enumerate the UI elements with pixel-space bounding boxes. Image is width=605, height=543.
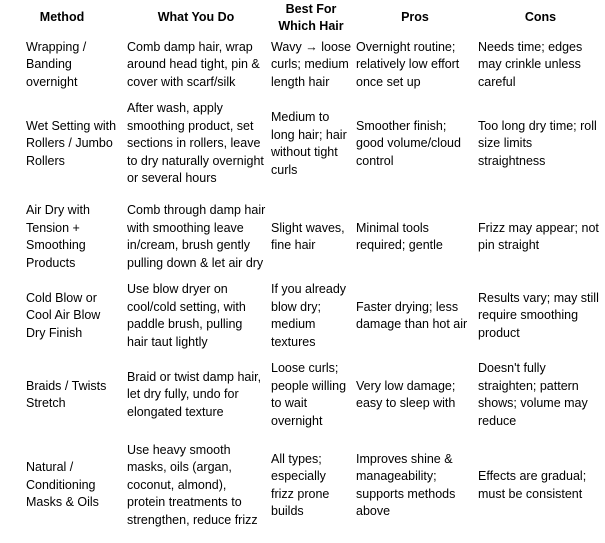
cell-cons: Too long dry time; roll size limits straightness — [478, 118, 597, 168]
table-row — [0, 194, 605, 280]
cell-what: Use heavy smooth masks, oils (argan, coconut, almond), protein treatments to strengthen, reduce frizz — [127, 442, 258, 527]
cell-pros: Smoother finish; good volume/cloud control — [356, 118, 461, 168]
header-pros: Pros — [401, 10, 429, 25]
cell-method: Wrapping / Banding overnight — [26, 39, 87, 89]
header-cons: Cons — [524, 10, 557, 25]
cell-what: Comb damp hair, wrap around head tight, pin & cover with scarf/silk — [127, 39, 260, 89]
cell-method: Wet Setting with Rollers / Jumbo Rollers — [26, 118, 117, 168]
cell-cons: Results vary; may still require smoothing product — [478, 290, 599, 340]
table-row — [0, 94, 605, 194]
cell-cons: Effects are gradual; must be consistent — [478, 469, 587, 501]
header-row — [0, 0, 605, 36]
cell-method: Air Dry with Tension + Smoothing Products — [26, 203, 90, 270]
cell-cons: Doesn't fully straighten; pattern shows; volume may reduce — [478, 361, 588, 428]
cell-cons: Frizz may appear; not pin straight — [478, 220, 599, 252]
table-row — [0, 36, 605, 94]
cell-best-for: Medium to long hair; hair without tight curls — [271, 110, 347, 177]
cell-best-for: Slight waves, fine hair — [271, 220, 345, 252]
cell-best-for: Wavy → loose curls; medium length hair — [271, 39, 352, 89]
cell-method: Natural / Conditioning Masks & Oils — [26, 460, 99, 510]
table-row — [0, 352, 605, 438]
cell-method: Braids / Twists Stretch — [26, 378, 107, 410]
cell-best-for: Loose curls; people willing to wait overnight — [271, 361, 347, 428]
table-row — [0, 280, 605, 352]
table-row — [0, 438, 605, 533]
cell-best-for: All types; especially frizz prone builds — [271, 451, 330, 518]
header-best-for: Best For Which Hair — [278, 1, 344, 33]
cell-cons: Needs time; edges may crinkle unless careful — [478, 39, 583, 89]
cell-what: Use blow dryer on cool/cold setting, with paddle brush, pulling hair taut lightly — [127, 282, 246, 349]
cell-method: Cold Blow or Cool Air Blow Dry Finish — [26, 290, 101, 340]
cell-what: Comb through damp hair with smoothing leave in/cream, brush gently pulling down & let air dry — [127, 203, 266, 270]
cell-pros: Overnight routine; relatively low effort once set up — [356, 39, 460, 89]
cell-best-for: If you already blow dry; medium textures — [271, 282, 347, 349]
header-method: Method — [39, 10, 85, 25]
cell-pros: Faster drying; less damage than hot air — [356, 299, 468, 331]
cell-pros: Very low damage; easy to sleep with — [356, 378, 456, 410]
cell-pros: Minimal tools required; gentle — [356, 220, 443, 252]
cell-what: Braid or twist damp hair, let dry fully, undo for elongated texture — [127, 369, 262, 419]
cell-what: After wash, apply smoothing product, set sections in rollers, leave to dry naturally overnight or several hours — [127, 101, 264, 186]
cell-pros: Improves shine & manageability; supports methods above — [356, 451, 456, 518]
header-what-you-do: What You Do — [157, 10, 235, 25]
